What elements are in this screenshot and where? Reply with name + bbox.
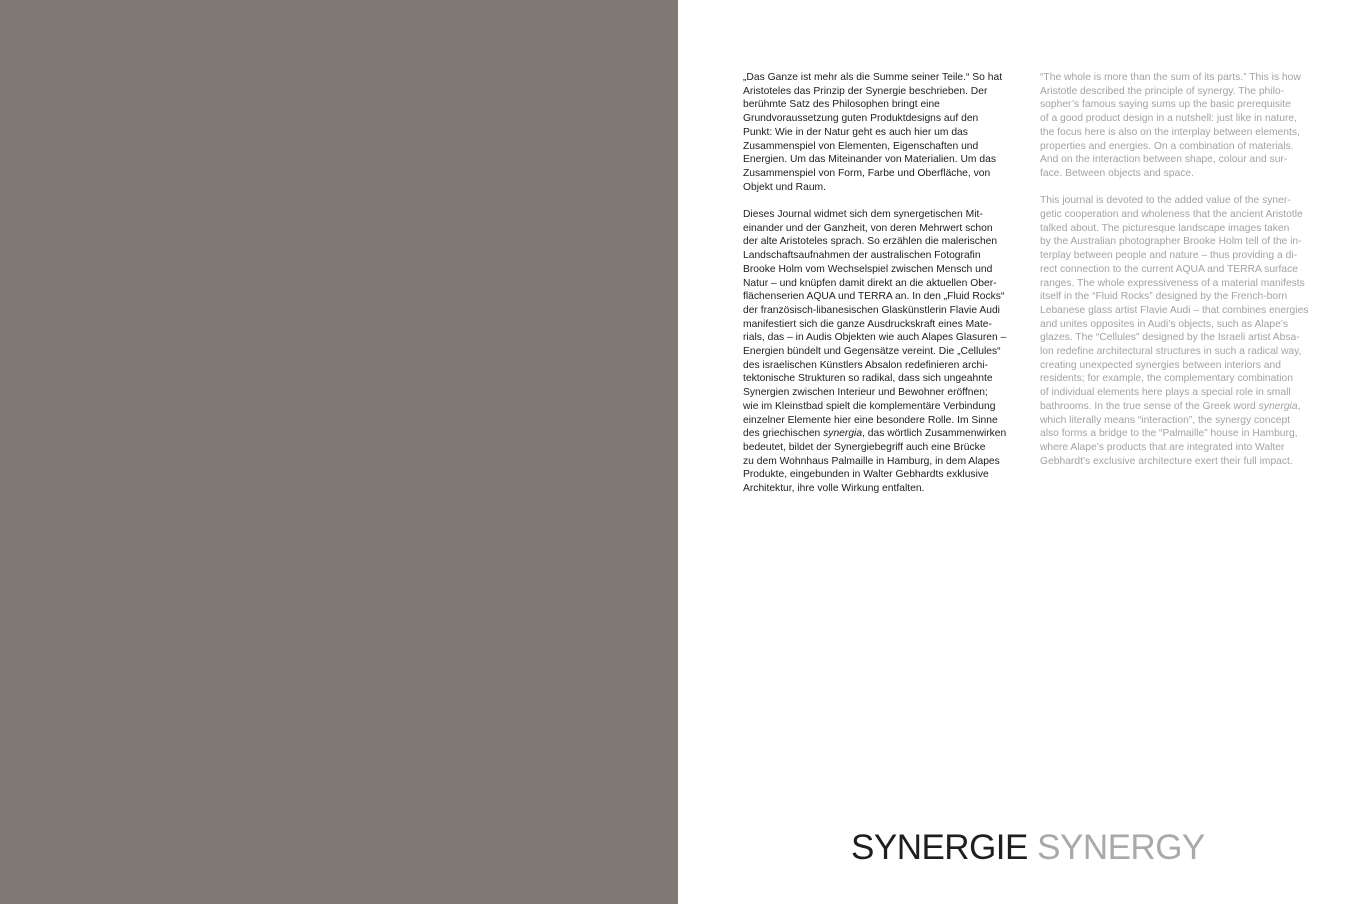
german-paragraph-2: [743, 208, 1033, 496]
english-synergia-term: synergia: [1258, 400, 1298, 412]
german-paragraph-2-part-a: Dieses Journal widmet sich dem synergetischen Mit- einander und der Ganzheit, von deren Mehrwert schon der alte Aristoteles sprach. So erzählen die malerischen Landschaftsaufnahmen der australischen Fotografin Brooke Holm vom Wechselspiel zwischen Mensch und Natur – und knüpfen damit direkt an die aktuellen Ober- flächenserien AQUA und TERRA an. In den „Fluid Rocks“ der französisch-libanesischen Glaskünstlerin Flavie Audi manifestiert sich die ganze Ausdruckskraft eines Mate- rials, das – in Audis Objekten wie auch Alapes Glasuren – Energien bündelt und Gegensätze vereint. Die „Cellules“ des israelischen Künstlers Absalon redefinieren archi- tektonische Strukturen so radikal, dass sich ungeahnte Synergien zwischen Interieur und Bewohner eröffnen; wie im Kleinstbad spielt die komplementäre Verbindung einzelner Elemente hier eine besondere Rolle. Im Sinne des griechischen: [743, 209, 1007, 440]
english-paragraph-2-part-b: , which literally means “interaction”, the synergy concept also forms a bridge to the “Palmaille” house in Hamburg, where Alape’s products that are integrated into Walter Gebhardt’s exclusive architecture exert their full impact.: [1040, 400, 1301, 467]
german-paragraph-1: „Das Ganze ist mehr als die Summe seiner Teile.“ So hat Aristoteles das Prinzip der Synergie beschrieben. Der berühmte Satz des Philosophen bringt eine Grundvoraussetzung guten Produktdesigns auf den Punkt: Wie in der Natur geht es auch hier um das Zusammenspiel von Elementen, Eigenschaften und Energien. Um das Miteinander von Materialien. Um das Zusammenspiel von Form, Farbe und Oberfläche, von Objekt und Raum.: [743, 72, 1003, 193]
title-german: SYNERGIE: [851, 828, 1028, 867]
english-paragraph-1: “The whole is more than the sum of its parts.” This is how Aristotle described the principle of synergy. The philo- sopher’s famous saying sums up the basic prerequisite of a good product design in a nutshell: just like in nature, the focus here is also on the interplay between elements, properties and energies. On a combination of materials. And on the interaction between shape, colour and sur- face. Between objects and space.: [1040, 72, 1301, 179]
german-paragraph-2-part-b: , das wörtlich Zusammenwirken bedeutet, bildet der Synergiebegriff auch eine Brücke zu dem Wohnhaus Palmaille in Hamburg, in dem Alapes Produkte, eingebunden in Walter Gebhardts exklusive Architektur, ihre volle Wirkung entfalten.: [743, 428, 1007, 495]
title-english: SYNERGY: [1037, 828, 1205, 867]
german-synergia-term: synergia: [823, 428, 863, 440]
english-paragraph-2: [1040, 194, 1332, 468]
english-paragraph-2-part-a: This journal is devoted to the added value of the syner- getic cooperation and wholeness that the ancient Aristotle talked about. The picturesque landscape images taken by the Australian photographer Brooke Holm tell of the in- terplay between people and nature – thus providing a di- rect connection to the current AQUA and TERRA surface ranges. The whole expressiveness of a material manifests itself in the “Fluid Rocks” designed by the French-born Lebanese glass artist Flavie Audi – that combines energies and unites opposites in Audi’s objects, such as Alape’s glazes. The “Cellules” designed by the Israeli artist Absa- lon redefine architectural structures in such a radical way, creating unexpected synergies between interiors and residents; for example, the complementary combination of individual elements here plays a special role in small bathrooms. In the true sense of the Greek word: [1040, 195, 1309, 412]
page-title: [851, 826, 1205, 870]
german-text-column: [743, 71, 1033, 496]
english-text-column: [1040, 71, 1332, 468]
